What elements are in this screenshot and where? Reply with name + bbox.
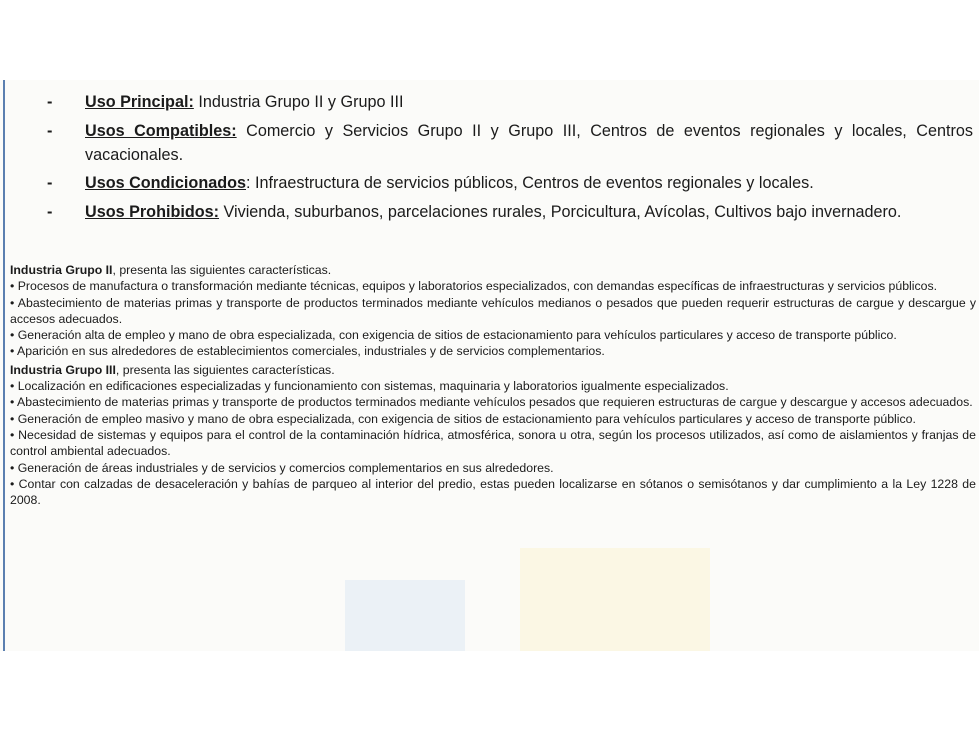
group3-item: • Generación de empleo masivo y mano de obra especializada, con exigencia de sitios de estacionamiento para vehículos particulares y acceso de transporte público. [10, 411, 916, 426]
group3-item: • Necesidad de sistemas y equipos para el control de la contaminación hídrica, atmosférica, sonora u otra, según los procesos utilizados, así como de aislamientos y franjas de control ambiental adecuados. [10, 427, 976, 459]
group2-item: • Abastecimiento de materias primas y transporte de productos terminados mediante vehículos medianos o pesados que pueden requerir estructuras de cargue y descargue y accesos adecuados. [10, 295, 976, 326]
group3-item: • Abastecimiento de materias primas y transporte de productos terminados mediante vehículos pesados que requieren estructuras de cargue y descargue y accesos adecuados. [10, 395, 973, 410]
use-item-prohibidos [0, 200, 979, 224]
use-title: Usos Condicionados [85, 174, 246, 192]
use-item-principal [0, 90, 979, 114]
group2-item: • Aparición en sus alrededores de establecimientos comerciales, industriales y de servicios complementarios. [10, 344, 605, 359]
list-dash: - [47, 93, 53, 111]
group2-title: Industria Grupo II [10, 263, 113, 277]
use-text: Comercio y Servicios Grupo II y Grupo III, Centros de eventos regionales y locales, Centros vacacionales. [85, 122, 973, 164]
use-text: Vivienda, suburbanos, parcelaciones rurales, Porcicultura, Avícolas, Cultivos bajo invernadero. [219, 203, 902, 221]
use-text: : Infraestructura de servicios públicos, Centros de eventos regionales y locales. [246, 174, 814, 192]
group3-intro: , presenta las siguientes características. [115, 362, 335, 377]
scanned-document-page [0, 80, 979, 651]
group3-title: Industria Grupo III [10, 362, 116, 377]
group2-heading [10, 262, 976, 278]
background-tint-blue [345, 580, 465, 651]
list-dash: - [47, 122, 53, 140]
group2-intro: , presenta las siguientes características. [112, 263, 332, 277]
group3-item: • Localización en edificaciones especializadas y funcionamiento con sistemas, maquinaria y laboratorios igualmente especializados. [10, 379, 729, 394]
industry-groups-section [10, 261, 976, 508]
use-title: Usos Prohibidos: [85, 203, 220, 221]
use-text: Industria Grupo II y Grupo III [193, 93, 404, 111]
group3-item: • Generación de áreas industriales y de servicios y comercios complementarios en sus alrededores. [10, 460, 554, 475]
use-item-compatibles [0, 119, 979, 167]
background-tint-yellow [520, 548, 710, 651]
use-title: Usos Compatibles: [85, 122, 237, 140]
group3-item: • Contar con calzadas de desaceleración y bahías de parqueo al interior del predio, estas pueden localizarse en sótanos o semisótanos y dar cumplimiento a la Ley 1228 de 2008. [10, 476, 976, 508]
use-title: Uso Principal: [85, 93, 194, 111]
land-use-list [0, 90, 979, 229]
group3-heading [10, 362, 976, 378]
list-dash: - [47, 174, 53, 192]
group2-item: • Generación alta de empleo y mano de obra especializada, con exigencia de sitios de estacionamiento para vehículos particulares y acceso de transporte público. [10, 328, 897, 343]
group2-item: • Procesos de manufactura o transformación mediante técnicas, equipos y laboratorios especializados, con demandas específicas de infraestructuras y servicios públicos. [10, 279, 938, 294]
use-item-condicionados [0, 171, 979, 195]
list-dash: - [47, 203, 53, 221]
